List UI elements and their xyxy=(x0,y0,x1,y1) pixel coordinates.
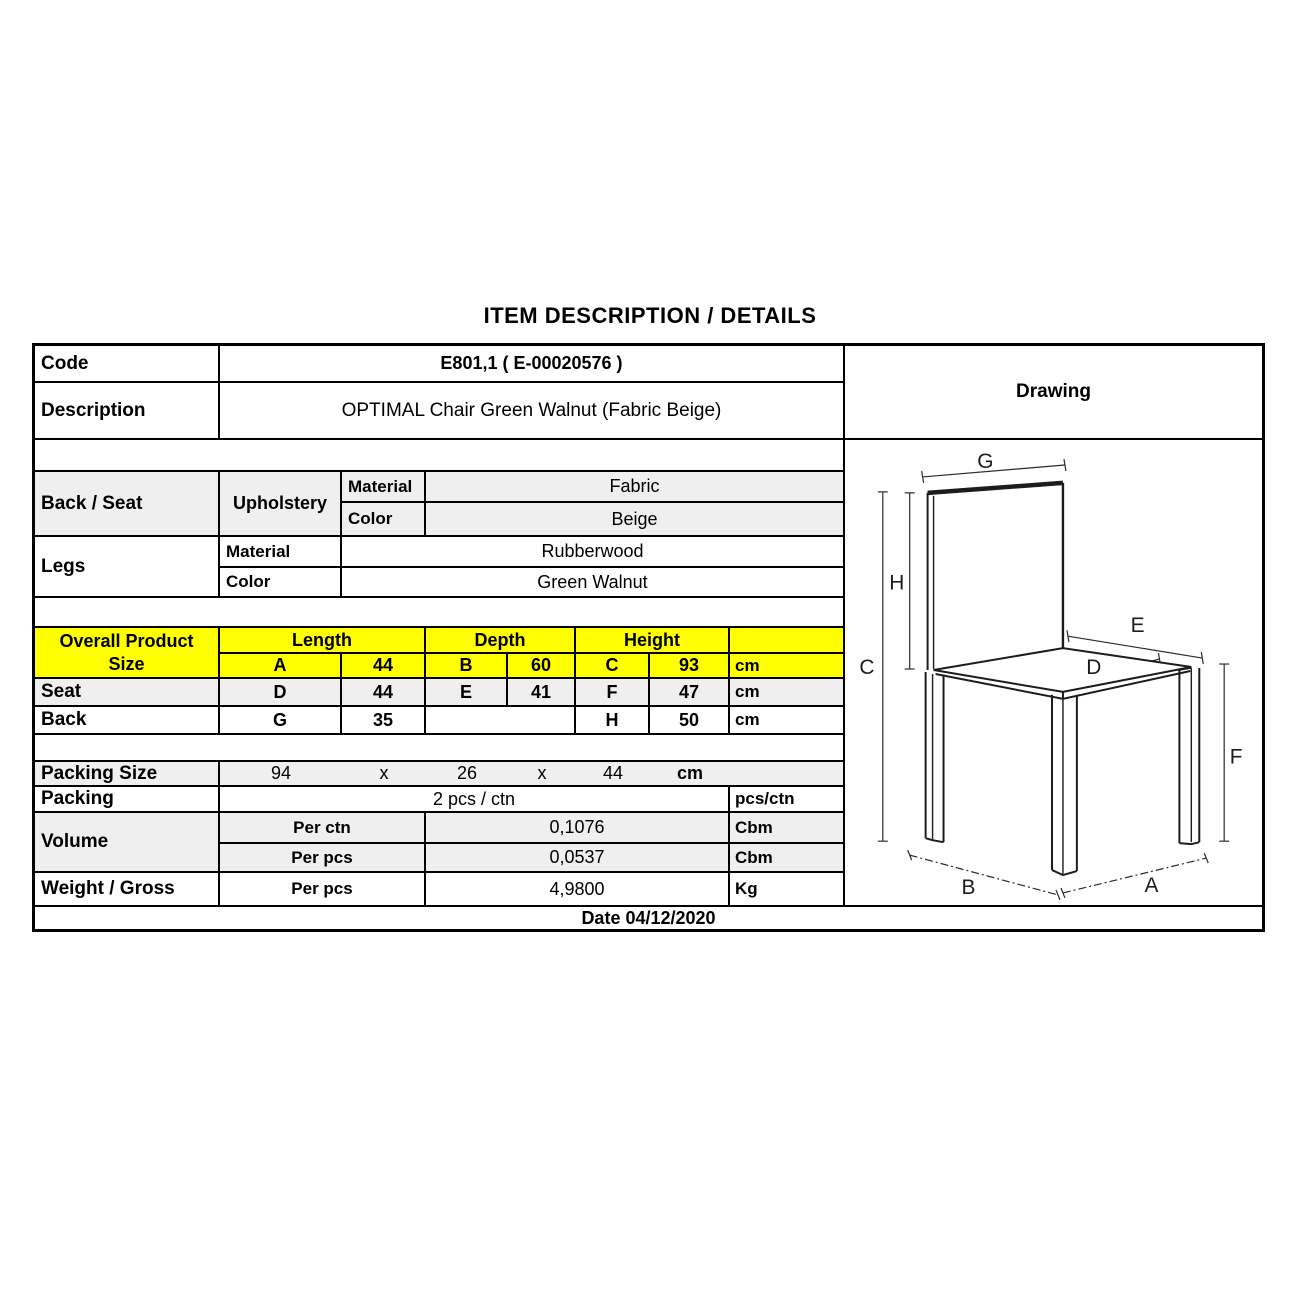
overall-size-label-line1: Overall Product xyxy=(59,631,194,651)
packing-size-v3: 44 xyxy=(602,763,624,783)
size-overall-unit: cm xyxy=(730,654,845,679)
packing-size-value xyxy=(220,762,845,787)
seat-row-label: Seat xyxy=(35,679,220,707)
size-col-depth: Depth xyxy=(426,628,576,654)
size-a-value: 44 xyxy=(342,654,426,679)
overall-size-label xyxy=(35,628,220,679)
back-row-label: Back xyxy=(35,707,220,735)
packing-size-label: Packing Size xyxy=(35,762,220,787)
weight-label: Weight / Gross xyxy=(35,873,220,907)
packing-size-v1: 94 xyxy=(270,763,292,783)
seat-f-value: 47 xyxy=(650,679,730,707)
weight-value: 4,9800 xyxy=(426,873,730,907)
back-seat-material-label: Material xyxy=(342,472,426,503)
packing-size-x2: x xyxy=(537,763,547,783)
description-value: OPTIMAL Chair Green Walnut (Fabric Beige) xyxy=(220,383,845,440)
upholstery-label: Upholstery xyxy=(220,472,342,537)
size-c-key: C xyxy=(576,654,650,679)
size-col-length: Length xyxy=(220,628,426,654)
size-col-empty xyxy=(730,628,845,654)
back-seat-material-value: Fabric xyxy=(426,472,845,503)
packing-unit: pcs/ctn xyxy=(730,787,845,813)
seat-f-key: F xyxy=(576,679,650,707)
size-a-key: A xyxy=(220,654,342,679)
dim-label-d: D xyxy=(1086,655,1102,679)
seat-d-value: 44 xyxy=(342,679,426,707)
seat-d-key: D xyxy=(220,679,342,707)
drawing-header: Drawing xyxy=(845,346,1262,440)
size-b-key: B xyxy=(426,654,508,679)
volume-label: Volume xyxy=(35,813,220,873)
size-col-height: Height xyxy=(576,628,730,654)
spacer-row xyxy=(35,735,845,762)
back-unit: cm xyxy=(730,707,845,735)
code-label: Code xyxy=(35,346,220,383)
back-h-value: 50 xyxy=(650,707,730,735)
volume-per-ctn-unit: Cbm xyxy=(730,813,845,844)
legs-color-label: Color xyxy=(220,568,342,598)
dim-label-e: E xyxy=(1130,614,1145,638)
seat-e-key: E xyxy=(426,679,508,707)
code-value: E801,1 ( E-00020576 ) xyxy=(220,346,845,383)
back-seat-label: Back / Seat xyxy=(35,472,220,537)
weight-unit: Kg xyxy=(730,873,845,907)
legs-label: Legs xyxy=(35,537,220,598)
back-empty-cell xyxy=(426,707,576,735)
legs-material-value: Rubberwood xyxy=(342,537,845,568)
volume-per-ctn-value: 0,1076 xyxy=(426,813,730,844)
dim-label-a: A xyxy=(1144,873,1159,897)
description-label: Description xyxy=(35,383,220,440)
seat-e-value: 41 xyxy=(508,679,576,707)
volume-per-ctn-label: Per ctn xyxy=(220,813,426,844)
legs-material-label: Material xyxy=(220,537,342,568)
back-g-value: 35 xyxy=(342,707,426,735)
packing-label: Packing xyxy=(35,787,220,813)
packing-value: 2 pcs / ctn xyxy=(220,787,730,813)
seat-unit: cm xyxy=(730,679,845,707)
volume-per-pcs-label: Per pcs xyxy=(220,844,426,873)
back-h-key: H xyxy=(576,707,650,735)
spacer-row xyxy=(35,440,845,472)
size-c-value: 93 xyxy=(650,654,730,679)
back-g-key: G xyxy=(220,707,342,735)
date-row: Date 04/12/2020 xyxy=(581,907,716,928)
dim-label-f: F xyxy=(1229,745,1243,769)
packing-size-unit: cm xyxy=(676,763,703,783)
chair-technical-drawing xyxy=(846,440,1261,905)
volume-per-pcs-unit: Cbm xyxy=(730,844,845,873)
packing-size-x1: x xyxy=(379,763,389,783)
dim-label-c: C xyxy=(859,655,875,679)
dim-label-h: H xyxy=(889,571,905,595)
size-b-value: 60 xyxy=(508,654,576,679)
weight-per-pcs-label: Per pcs xyxy=(220,873,426,907)
item-details-table xyxy=(32,343,1265,932)
legs-color-value: Green Walnut xyxy=(342,568,845,598)
back-seat-color-label: Color xyxy=(342,503,426,537)
back-seat-color-value: Beige xyxy=(426,503,845,537)
volume-per-pcs-value: 0,0537 xyxy=(426,844,730,873)
spacer-row xyxy=(35,598,845,628)
overall-size-label-line2: Size xyxy=(108,653,145,674)
dim-label-b: B xyxy=(961,875,976,899)
dim-label-g: G xyxy=(977,449,994,473)
page-title: ITEM DESCRIPTION / DETAILS xyxy=(483,303,817,328)
packing-size-v2: 26 xyxy=(456,763,478,783)
drawing-cell xyxy=(845,440,1262,907)
